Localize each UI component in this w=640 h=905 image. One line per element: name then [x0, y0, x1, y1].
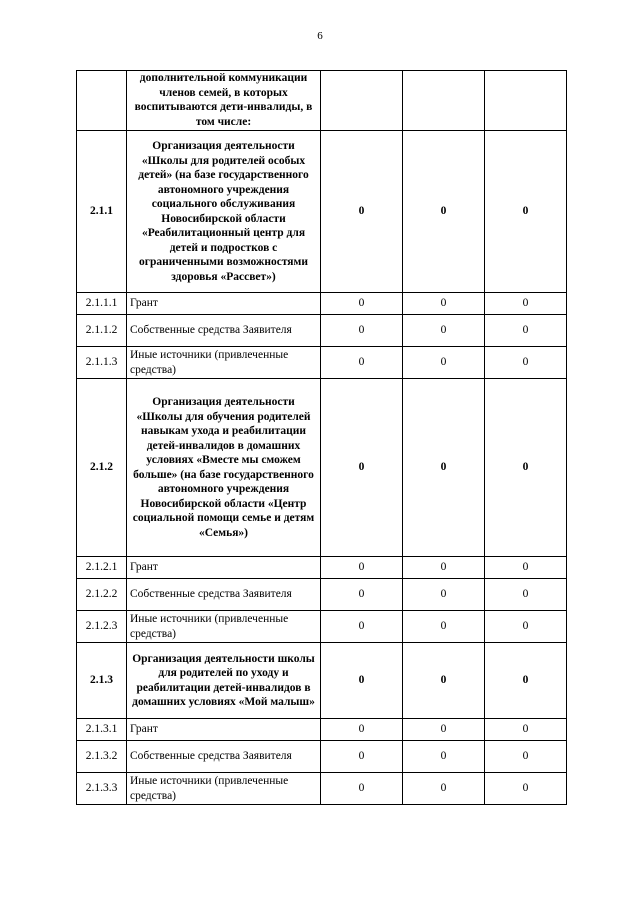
section-row: [77, 643, 567, 719]
row-number: 2.1.3.2: [77, 741, 127, 773]
value-cell: 0: [321, 379, 403, 557]
value-cell: 0: [485, 579, 567, 611]
value-cell: 0: [485, 131, 567, 293]
table-row: [77, 741, 567, 773]
row-number: 2.1.1.3: [77, 347, 127, 379]
row-name: Грант: [127, 719, 321, 741]
row-name: Грант: [127, 557, 321, 579]
value-cell: 0: [485, 557, 567, 579]
value-cell: 0: [485, 315, 567, 347]
value-cell: 0: [485, 347, 567, 379]
row-number: 2.1.2.1: [77, 557, 127, 579]
section-row: [77, 131, 567, 293]
value-cell: [403, 71, 485, 131]
row-number: 2.1.3.3: [77, 773, 127, 805]
value-cell: 0: [403, 379, 485, 557]
value-cell: 0: [403, 347, 485, 379]
value-cell: 0: [403, 643, 485, 719]
table-row: [77, 557, 567, 579]
section-row: [77, 379, 567, 557]
row-number: 2.1.2: [77, 379, 127, 557]
row-number: [77, 71, 127, 131]
table-row: [77, 315, 567, 347]
value-cell: 0: [403, 131, 485, 293]
value-cell: 0: [321, 315, 403, 347]
row-number: 2.1.2.2: [77, 579, 127, 611]
value-cell: 0: [485, 719, 567, 741]
row-number: 2.1.1: [77, 131, 127, 293]
value-cell: 0: [403, 293, 485, 315]
row-number: 2.1.3.1: [77, 719, 127, 741]
row-number: 2.1.1.1: [77, 293, 127, 315]
funding-table: [76, 70, 567, 805]
table-row: [77, 719, 567, 741]
row-name: Иные источники (привлеченные средства): [127, 611, 321, 643]
value-cell: 0: [485, 379, 567, 557]
row-number: 2.1.1.2: [77, 315, 127, 347]
value-cell: 0: [403, 611, 485, 643]
value-cell: 0: [403, 773, 485, 805]
value-cell: 0: [321, 643, 403, 719]
value-cell: 0: [403, 579, 485, 611]
value-cell: 0: [321, 741, 403, 773]
value-cell: 0: [403, 719, 485, 741]
value-cell: 0: [485, 773, 567, 805]
row-number: 2.1.3: [77, 643, 127, 719]
row-name: Собственные средства Заявителя: [127, 741, 321, 773]
row-name: Грант: [127, 293, 321, 315]
value-cell: 0: [321, 579, 403, 611]
row-name: Организация деятельности школы для родителей по уходу и реабилитации детей-инвалидов в домашних условиях «Мой малыш»: [127, 643, 321, 719]
value-cell: 0: [403, 557, 485, 579]
value-cell: 0: [485, 611, 567, 643]
value-cell: 0: [321, 557, 403, 579]
value-cell: [321, 71, 403, 131]
table-row: [77, 611, 567, 643]
row-name: Иные источники (привлеченные средства): [127, 347, 321, 379]
value-cell: 0: [485, 643, 567, 719]
value-cell: 0: [321, 347, 403, 379]
value-cell: 0: [485, 741, 567, 773]
row-name: Собственные средства Заявителя: [127, 315, 321, 347]
value-cell: 0: [403, 741, 485, 773]
row-name: Организация деятельности «Школы для родителей особых детей» (на базе государственного автономного учреждения социального обслуживания Новосибирской области «Реабилитационный центр для детей и подростков с ограниченными возможностями здоровья «Рассвет»): [127, 131, 321, 293]
row-name: Иные источники (привлеченные средства): [127, 773, 321, 805]
row-name: Собственные средства Заявителя: [127, 579, 321, 611]
value-cell: 0: [321, 611, 403, 643]
continuation-row: [77, 71, 567, 131]
row-number: 2.1.2.3: [77, 611, 127, 643]
table-row: [77, 347, 567, 379]
value-cell: 0: [321, 293, 403, 315]
value-cell: 0: [485, 293, 567, 315]
table-row: [77, 293, 567, 315]
page-number: 6: [317, 30, 323, 42]
value-cell: 0: [403, 315, 485, 347]
table-row: [77, 579, 567, 611]
row-name: дополнительной коммуникации членов семей, в которых воспитываются дети-инвалиды, в том числе:: [127, 71, 321, 131]
value-cell: 0: [321, 131, 403, 293]
value-cell: [485, 71, 567, 131]
value-cell: 0: [321, 773, 403, 805]
value-cell: 0: [321, 719, 403, 741]
table-row: [77, 773, 567, 805]
row-name: Организация деятельности «Школы для обучения родителей навыкам ухода и реабилитации детей-инвалидов в домашних условиях «Вместе мы сможем больше» (на базе государственного автономного учреждения Новосибирской области «Центр социальной помощи семье и детям «Семья»): [127, 379, 321, 557]
